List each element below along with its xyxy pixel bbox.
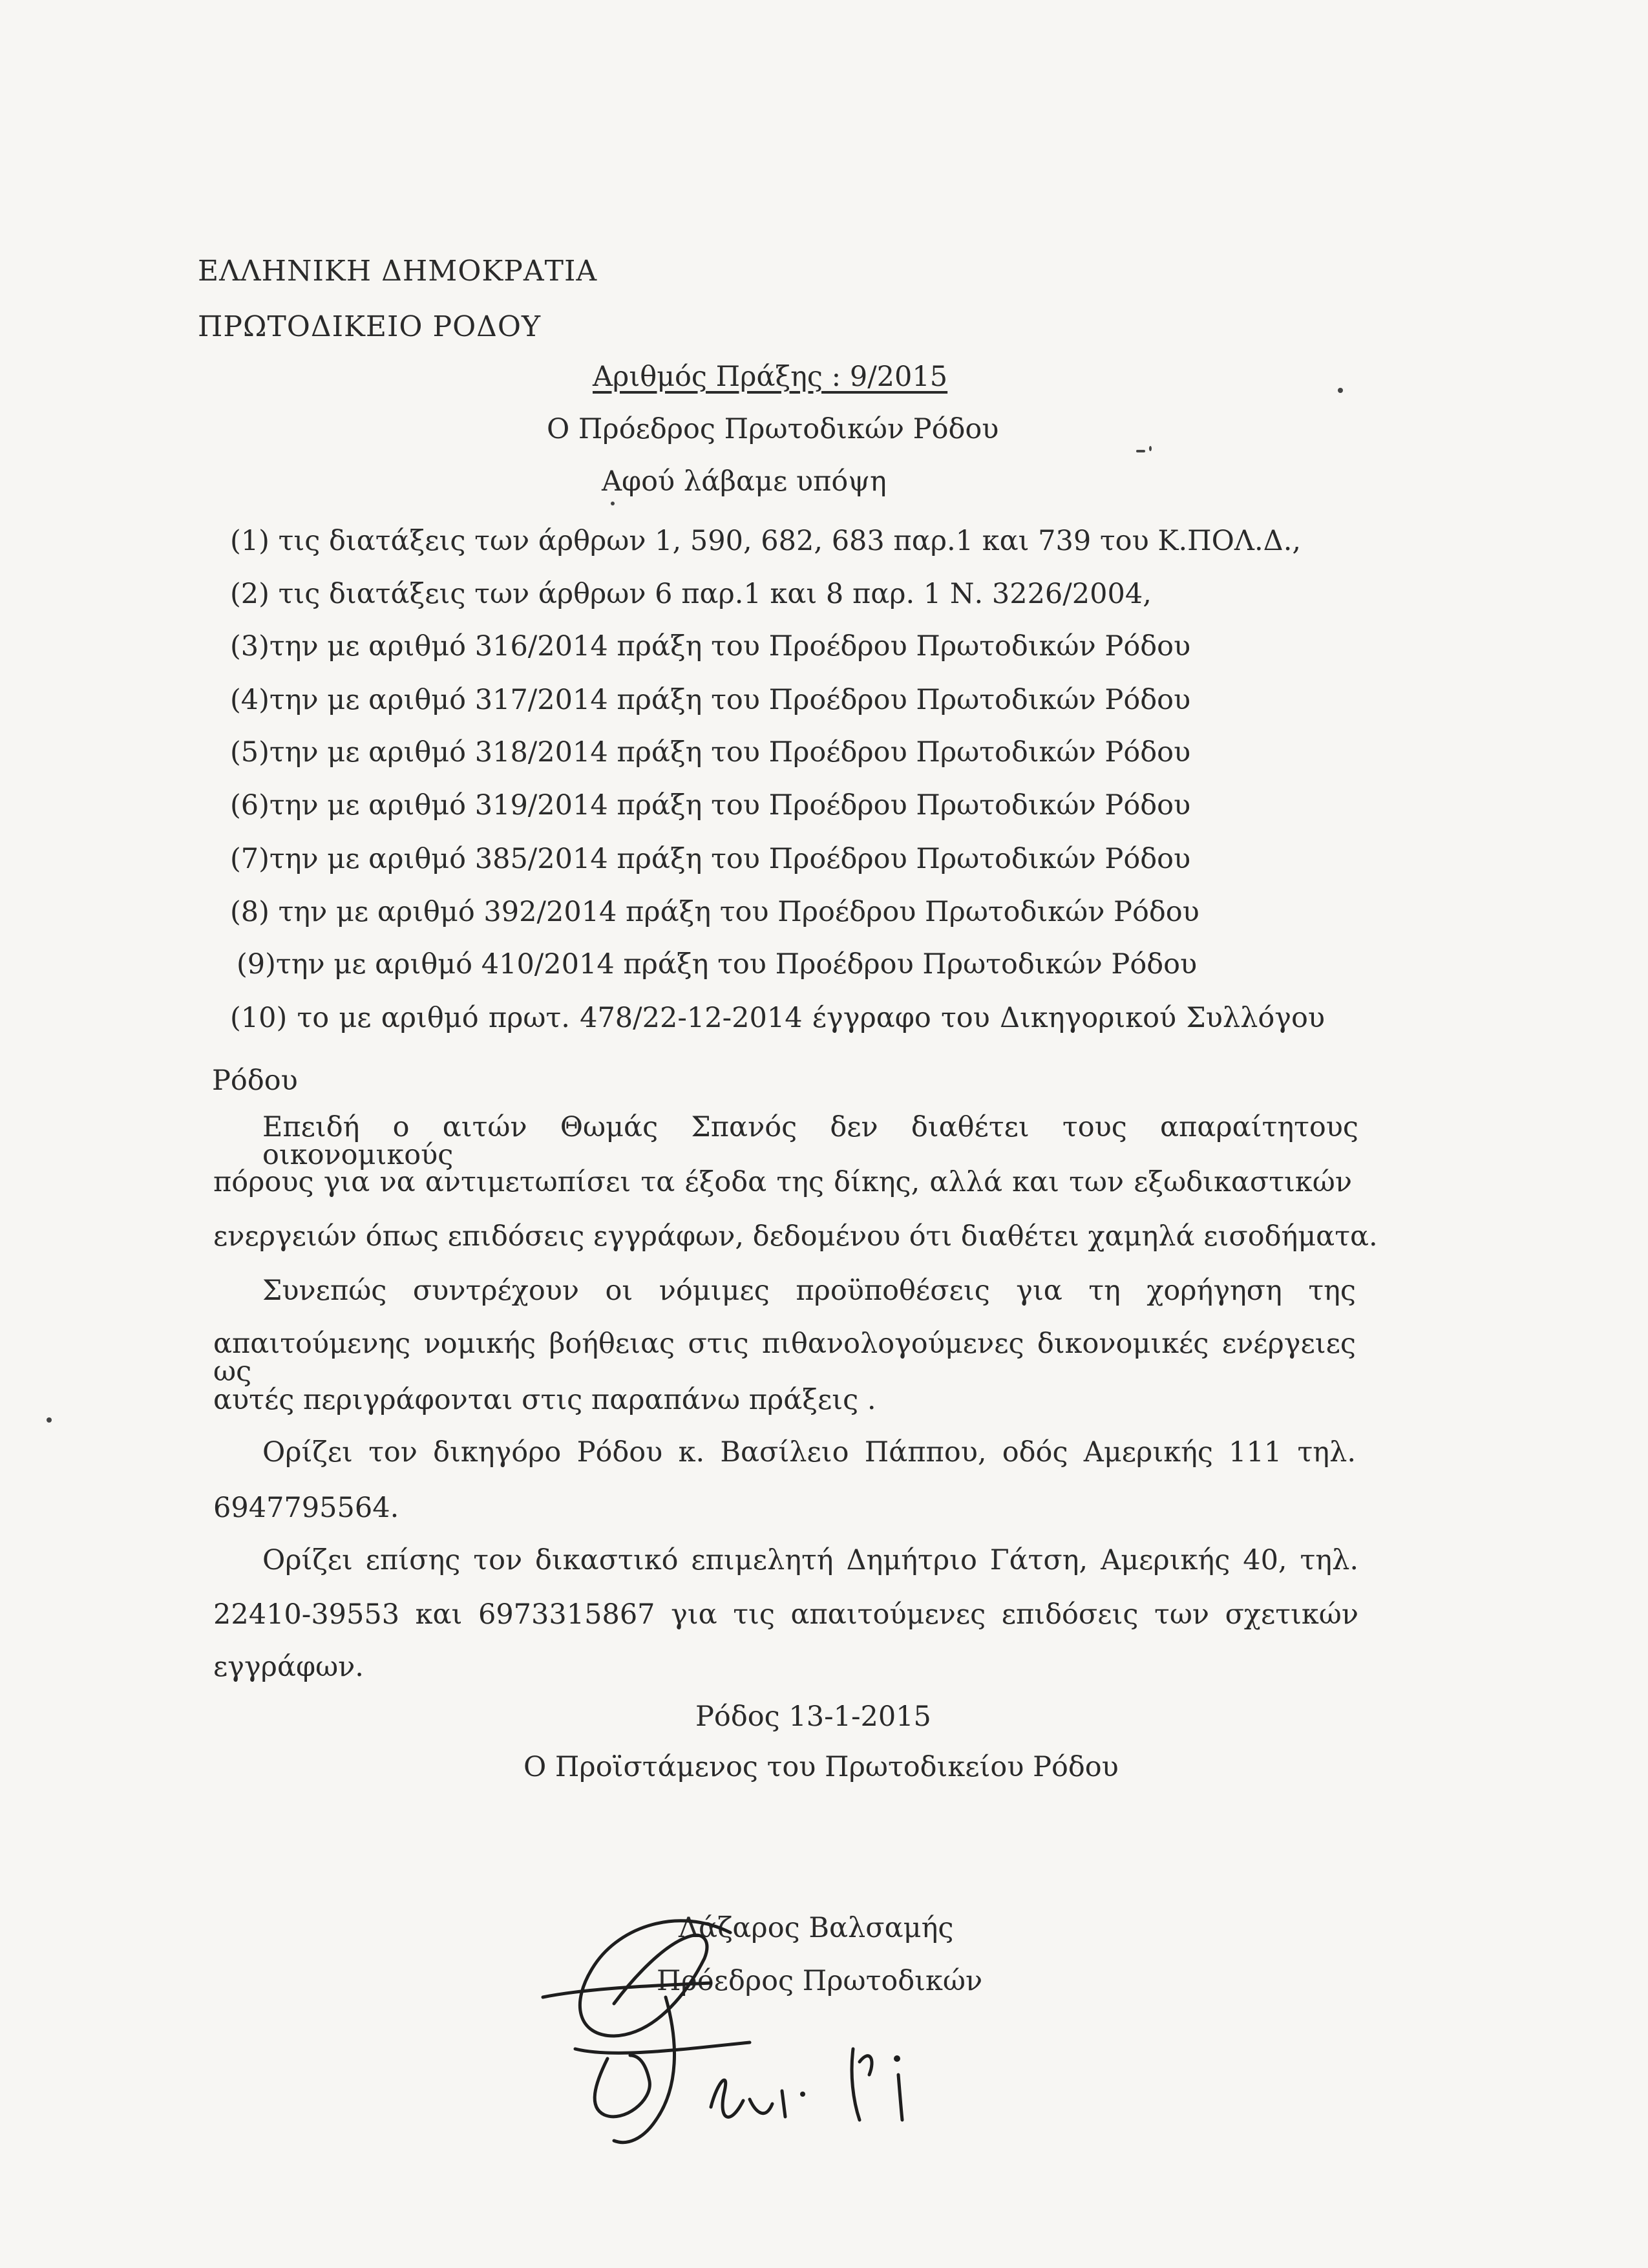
act-considering: Αφού λάβαμε υπόψη (602, 465, 887, 498)
paragraph-3-line-1: Ορίζει τον δικηγόρο Ρόδου κ. Βασίλειο Πάππου, οδός Αμερικής 111 τηλ. (262, 1436, 1356, 1468)
scan-speck (1136, 450, 1145, 452)
paragraph-4-line-3: εγγράφων. (213, 1651, 364, 1683)
signatory-name: Λάζαρος Βαλσαμής (679, 1912, 954, 1944)
scan-speck (611, 502, 615, 505)
paragraph-1-line-2: πόρους για να αντιμετωπίσει τα έξοδα της δίκης, αλλά και των εξωδικαστικών (213, 1166, 1352, 1198)
consideration-6: (6)την με αριθμό 319/2014 πράξη του Προέδρου Πρωτοδικών Ρόδου (230, 789, 1191, 821)
paragraph-2-line-3: αυτές περιγράφονται στις παραπάνω πράξεις . (213, 1384, 876, 1416)
closing-date: Ρόδος 13-1-2015 (695, 1701, 931, 1733)
signatory-title: Πρόεδρος Πρωτοδικών (657, 1965, 983, 1997)
scan-speck (1149, 446, 1152, 451)
act-number-text: Αριθμός Πράξης : 9/2015 (593, 361, 948, 393)
consideration-9: (9)την με αριθμό 410/2014 πράξη του Προέδρου Πρωτοδικών Ρόδου (237, 948, 1198, 980)
paragraph-4-line-1: Ορίζει επίσης τον δικαστικό επιμελητή Δημήτριο Γάτση, Αμερικής 40, τηλ. (262, 1544, 1358, 1576)
scan-speck (47, 1417, 52, 1423)
consideration-8: (8) την με αριθμό 392/2014 πράξη του Προέδρου Πρωτοδικών Ρόδου (230, 896, 1199, 928)
header-republic: ΕΛΛΗΝΙΚΗ ΔΗΜΟΚΡΑΤΙΑ (198, 255, 598, 288)
paragraph-1-line-3: ενεργειών όπως επιδόσεις εγγράφων, δεδομένου ότι διαθέτει χαμηλά εισοδήματα. (213, 1220, 1378, 1253)
paragraph-2-line-2: απαιτούμενης νομικής βοήθειας στις πιθανολογούμενες δικονομικές ενέργειες ως (213, 1328, 1356, 1388)
paragraph-3-line-2: 6947795564. (213, 1492, 399, 1524)
consideration-3: (3)την με αριθμό 316/2014 πράξη του Προέδρου Πρωτοδικών Ρόδου (230, 630, 1191, 662)
handwritten-signature (517, 1836, 1034, 2185)
consideration-1: (1) τις διατάξεις των άρθρων 1, 590, 682, 683 παρ.1 και 739 του Κ.ΠΟΛ.Δ., (230, 525, 1302, 557)
header-court: ΠΡΩΤΟΔΙΚΕΙΟ ΡΟΔΟΥ (198, 310, 542, 343)
consideration-2: (2) τις διατάξεις των άρθρων 6 παρ.1 και 8 παρ. 1 Ν. 3226/2004, (230, 578, 1152, 610)
consideration-5: (5)την με αριθμό 318/2014 πράξη του Προέδρου Πρωτοδικών Ρόδου (230, 736, 1191, 768)
act-issuer: Ο Πρόεδρος Πρωτοδικών Ρόδου (547, 413, 999, 445)
consideration-10-cont: Ρόδου (212, 1065, 298, 1097)
scan-speck (1338, 388, 1343, 393)
consideration-4: (4)την με αριθμό 317/2014 πράξη του Προέδρου Πρωτοδικών Ρόδου (230, 684, 1191, 716)
consideration-10: (10) το με αριθμό πρωτ. 478/22-12-2014 έγγραφο του Δικηγορικού Συλλόγου (230, 1002, 1325, 1034)
act-number (593, 363, 947, 391)
paragraph-2-line-1: Συνεπώς συντρέχουν οι νόμιμες προϋποθέσεις για τη χορήγηση της (262, 1275, 1356, 1307)
closing-role: Ο Προϊστάμενος του Πρωτοδικείου Ρόδου (523, 1751, 1119, 1783)
consideration-7: (7)την με αριθμό 385/2014 πράξη του Προέδρου Πρωτοδικών Ρόδου (230, 843, 1191, 875)
paragraph-4-line-2: 22410-39553 και 6973315867 για τις απαιτούμενες επιδόσεις των σχετικών (213, 1598, 1358, 1631)
paragraph-1-line-1: Επειδή ο αιτών Θωμάς Σπανός δεν διαθέτει τους απαραίτητους οικονομικούς (262, 1111, 1358, 1171)
